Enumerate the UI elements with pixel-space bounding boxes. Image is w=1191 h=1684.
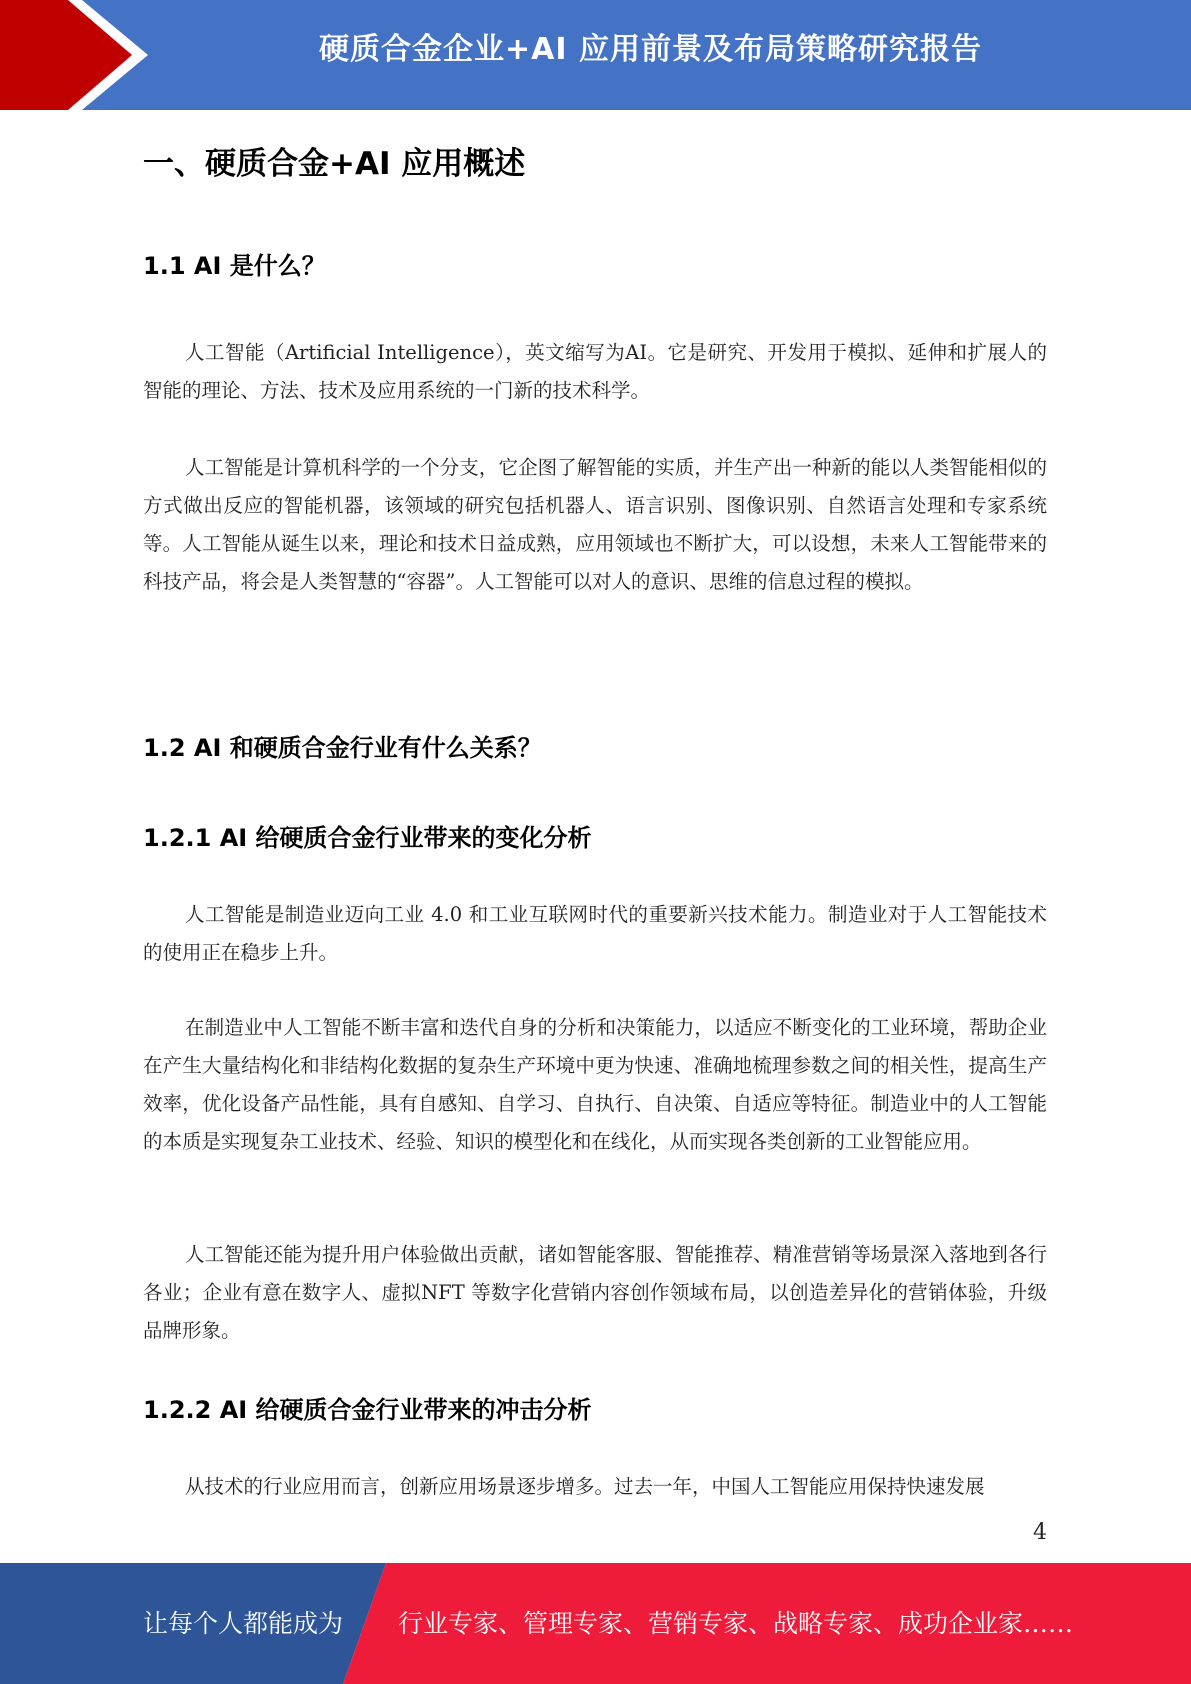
- paragraph-industry-4-0: 人工智能是制造业迈向工业 4.0 和工业互联网时代的重要新兴技术能力。制造业对于人工智能技术的使用正在稳步上升。: [143, 903, 1047, 964]
- page-header: [0, 0, 1191, 110]
- footer-slogan-left: 让每个人都能成为: [143, 1609, 344, 1638]
- paragraph-ai-branch: 人工智能是计算机科学的一个分支，它企图了解智能的实质，并生产出一种新的能以人类智能相似的方式做出反应的智能机器，该领域的研究包括机器人、语言识别、图像识别、自然语言处理和专家系统等。人工智能从诞生以来，理论和技术日益成熟，应用领域也不断扩大，可以设想，未来人工智能带来的科技产品，将会是人类智慧的“容器”。人工智能可以对人的意识、思维的信息过程的模拟。: [143, 456, 1047, 593]
- header-chevron-decoration: [0, 0, 160, 110]
- subsection-heading-1-2-1: 1.2.1 AI 给硬质合金行业带来的变化分析: [143, 824, 592, 852]
- report-title: 硬质合金企业+AI 应用前景及布局策略研究报告: [319, 32, 982, 67]
- section-heading: 一、硬质合金+AI 应用概述: [143, 146, 526, 182]
- paragraph-application-scenarios: 从技术的行业应用而言，创新应用场景逐步增多。过去一年，中国人工智能应用保持快速发展: [185, 1475, 985, 1498]
- paragraph-manufacturing-ai: 在制造业中人工智能不断丰富和迭代自身的分析和决策能力，以适应不断变化的工业环境，帮助企业在产生大量结构化和非结构化数据的复杂生产环境中更为快速、准确地梳理参数之间的相关性，提高生产效率，优化设备产品性能，具有自感知、自学习、自执行、自决策、自适应等特征。制造业中的人工智能的本质是实现复杂工业技术、经验、知识的模型化和在线化，从而实现各类创新的工业智能应用。: [143, 1016, 1047, 1153]
- subsection-heading-1-2: 1.2 AI 和硬质合金行业有什么关系？: [143, 734, 542, 762]
- subsection-heading-1-1: 1.1 AI 是什么？: [143, 252, 326, 280]
- paragraph-user-experience: 人工智能还能为提升用户体验做出贡献，诸如智能客服、智能推荐、精准营销等场景深入落地到各行各业；企业有意在数字人、虚拟NFT 等数字化营销内容创作领域布局，以创造差异化的营销体验，升级品牌形象。: [143, 1243, 1047, 1342]
- paragraph-ai-definition: 人工智能（Artificial Intelligence），英文缩写为AI。它是研究、开发用于模拟、延伸和扩展人的智能的理论、方法、技术及应用系统的一门新的技术科学。: [143, 341, 1047, 402]
- page-footer: [0, 1563, 1191, 1684]
- footer-slogan-right: 行业专家、管理专家、营销专家、战略专家、成功企业家……: [398, 1609, 1074, 1638]
- page-number: 4: [1033, 1520, 1047, 1545]
- subsection-heading-1-2-2: 1.2.2 AI 给硬质合金行业带来的冲击分析: [143, 1396, 592, 1424]
